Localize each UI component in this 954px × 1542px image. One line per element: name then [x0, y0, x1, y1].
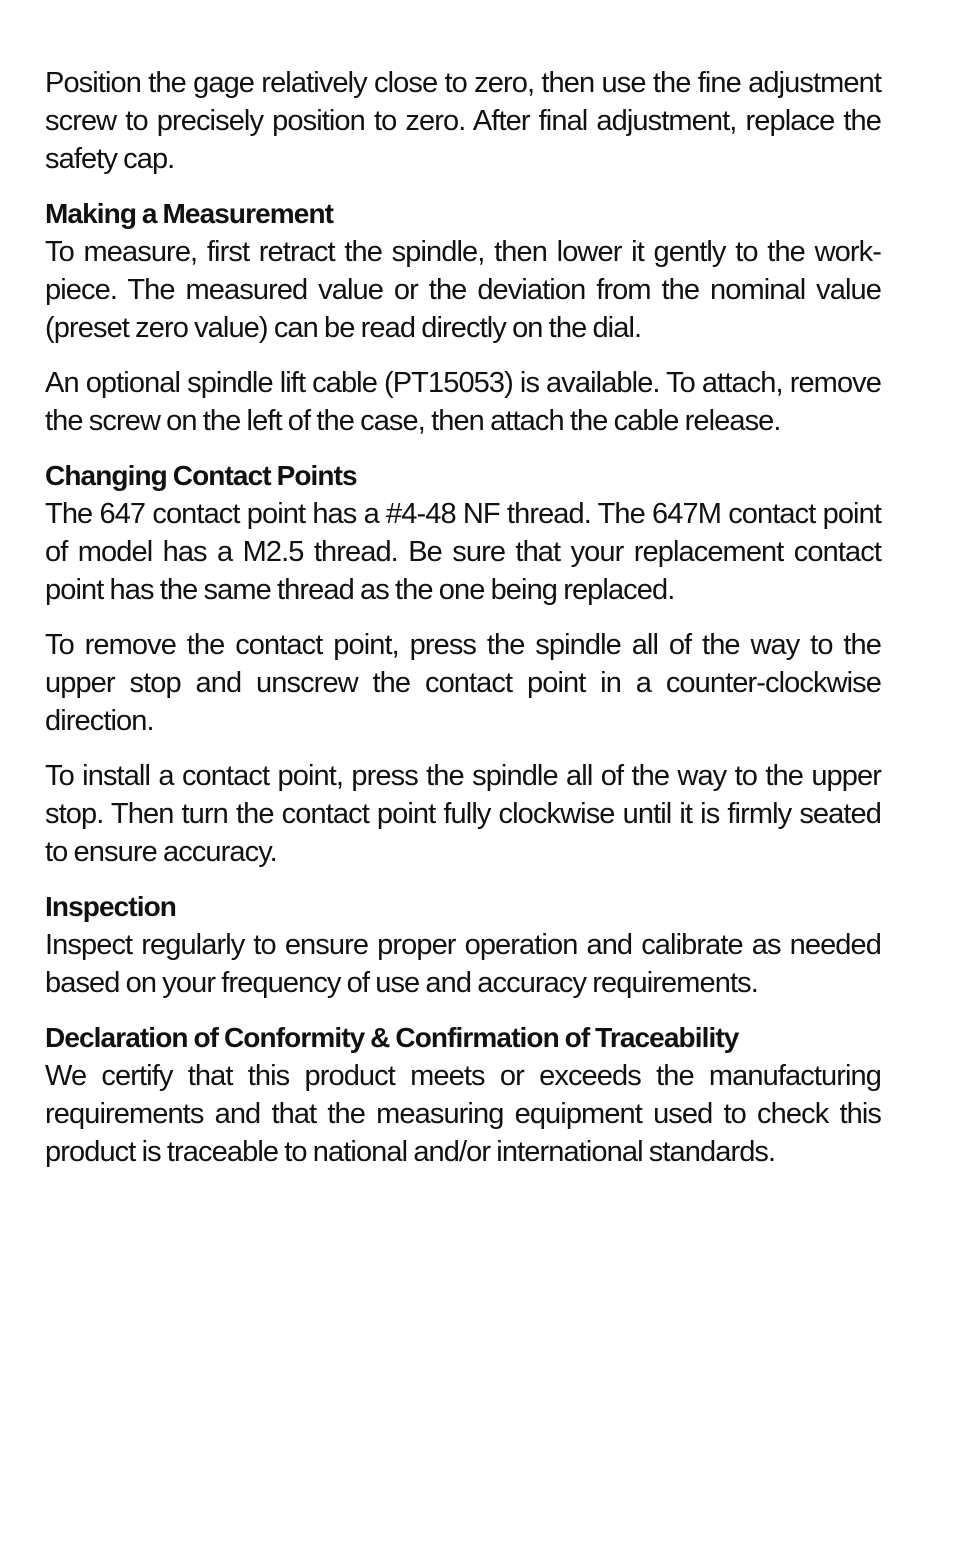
section-heading: Declaration of Conformity & Confirmation of Traceability	[45, 1022, 739, 1053]
section-paragraph: An optional spindle lift cable (PT15053) is available. To attach, remove the screw on the left of the case, then attach the cable release.	[45, 367, 881, 437]
section-heading: Making a Measurement	[45, 198, 334, 229]
section-paragraph: The 647 contact point has a #4-48 NF thread. The 647M contact point of model has a M2.5 thread. Be sure that your replacement contact point has the same thread as the one being replaced.	[45, 498, 881, 606]
section-paragraph: We certify that this product meets or exceeds the manufacturing requirements and that the measuring equipment used to check this product is traceable to national and/or international standards.	[45, 1060, 881, 1168]
section-paragraph: To install a contact point, press the spindle all of the way to the upper stop. Then turn the contact point fully clockwise until it is firmly seated to ensure accuracy.	[45, 760, 881, 868]
section-inspection	[45, 888, 881, 1002]
document-page	[45, 64, 881, 1188]
intro-paragraph: Position the gage relatively close to zero, then use the fine adjustment screw to precisely position to zero. After final adjustment, replace the safety cap.	[45, 67, 881, 175]
section-heading: Inspection	[45, 891, 177, 922]
section-paragraph: To measure, first retract the spindle, then lower it gently to the work-piece. The measured value or the deviation from the nominal value (preset zero value) can be read directly on the dial.	[45, 236, 881, 344]
section-making-a-measurement	[45, 195, 881, 347]
section-paragraph: To remove the contact point, press the spindle all of the way to the upper stop and unscrew the contact point in a counter-clockwise direction.	[45, 629, 881, 737]
section-changing-contact-points	[45, 457, 881, 609]
section-declaration-of-conformity	[45, 1019, 881, 1171]
section-heading: Changing Contact Points	[45, 460, 357, 491]
section-paragraph: Inspect regularly to ensure proper operation and calibrate as needed based on your frequency of use and accuracy requirements.	[45, 929, 881, 999]
